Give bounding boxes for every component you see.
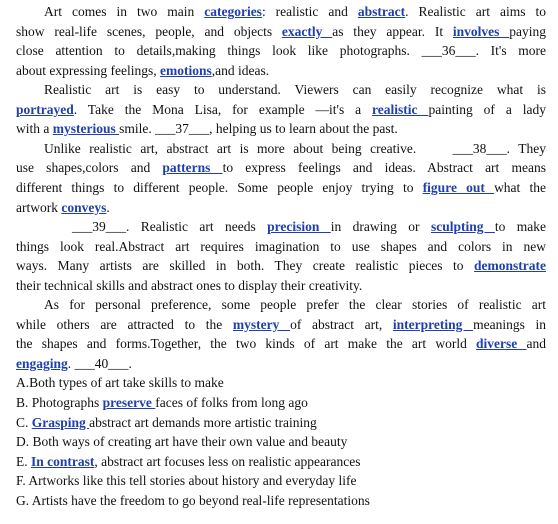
text-run: to make [494, 219, 546, 235]
answer-blank: ___38___ [452, 140, 507, 156]
option-line [16, 452, 546, 471]
text-run: , helping us to learn about the past. [209, 121, 398, 137]
option-line [16, 491, 546, 510]
vocabulary-word: patterns [162, 160, 223, 176]
text-run: of abstract art, [290, 316, 393, 332]
text-run: A.Both types of art take skills to make [16, 375, 224, 391]
vocabulary-word: categories [204, 4, 262, 19]
passage-line [16, 334, 546, 353]
text-run: . They [506, 140, 546, 156]
vocabulary-word: sculpting [430, 219, 495, 235]
text-run: while others are attracted to the [16, 316, 233, 332]
passage-line [16, 295, 546, 314]
text-run: as they appear. It [332, 23, 453, 39]
vocabulary-word: emotions [159, 62, 212, 78]
text-run: . Realistic art aims to [405, 4, 546, 19]
passage-line [16, 22, 546, 41]
vocabulary-word: mystery [232, 316, 291, 332]
text-run: in drawing or [330, 219, 431, 235]
vocabulary-word: exactly [281, 23, 333, 39]
passage-line [16, 178, 546, 197]
vocabulary-word: demonstrate [474, 258, 546, 274]
text-run: D. Both ways of creating art have their own value and beauty [16, 434, 348, 450]
text-run: about expressing feelings, [16, 62, 160, 78]
text-run: C. [16, 414, 32, 430]
text-run: with a [16, 121, 53, 137]
passage-line [16, 198, 546, 217]
vocabulary-word: In contrast [31, 453, 95, 469]
vocabulary-word: portrayed [16, 101, 74, 117]
text-run: Art comes in two main [44, 4, 205, 19]
text-run: artwork [16, 199, 62, 215]
vocabulary-word: preserve [102, 395, 156, 410]
vocabulary-word: involves [452, 23, 510, 39]
text-run: their technical skills and abstract ones to display their creativity. [16, 277, 363, 293]
vocabulary-word: Grasping [31, 414, 90, 430]
text-run: abstract art demands more artistic training [89, 414, 317, 430]
text-run: different things to different people. Some people enjoy trying to [16, 179, 423, 195]
text-run: , abstract art focuses less on realistic appearances [94, 453, 361, 469]
passage-line [16, 237, 546, 256]
passage-line [16, 315, 546, 334]
vocabulary-word: conveys [61, 199, 107, 215]
passage-line [16, 276, 546, 295]
passage-line [16, 61, 546, 80]
passage-line [16, 100, 546, 119]
vocabulary-word: precision [267, 219, 331, 235]
text-run: to express feelings and ideas. Abstract art means [222, 160, 546, 176]
vocabulary-word: abstract [357, 4, 406, 19]
passage-line [16, 139, 546, 158]
vocabulary-word: mysterious [52, 121, 120, 137]
passage-line [16, 119, 546, 138]
text-run: show real-life scenes, people, and objects [16, 23, 282, 39]
text-run: smile. [119, 121, 156, 137]
passage-line [16, 41, 546, 60]
text-run: . Take the Mona Lisa, for example —it's a [73, 101, 373, 117]
answer-blank: ___40___ [74, 355, 129, 371]
text-run: meanings in [473, 316, 546, 332]
text-run: ways. Many artists are skilled in both. They create realistic pieces to [16, 258, 475, 274]
passage-line [16, 2, 546, 21]
vocabulary-word: engaging [16, 355, 68, 371]
text-run: painting of a lady [428, 101, 546, 117]
answer-blank: ___37___ [155, 121, 210, 137]
vocabulary-word: realistic [372, 101, 429, 117]
option-line [16, 471, 546, 490]
vocabulary-word: figure out [422, 179, 495, 195]
option-line [16, 373, 546, 392]
answer-blank: ___36___ [421, 43, 476, 59]
text-run: . It's more [475, 43, 546, 59]
passage-line [16, 354, 546, 373]
text-run: paying [509, 23, 546, 39]
text-run: B. Photographs [16, 395, 103, 410]
text-run: : realistic and [261, 4, 358, 19]
text-run: ,and ideas. [211, 62, 270, 78]
text-run: and [526, 336, 546, 352]
passage-line [16, 158, 546, 177]
text-run: F. Artworks like this tell stories about history and everyday life [16, 473, 357, 489]
text-run: use shapes,colors and [16, 160, 163, 176]
option-line [16, 413, 546, 432]
option-line [16, 432, 546, 451]
text-run: . [67, 355, 75, 371]
passage-line [16, 217, 546, 236]
text-run: what the [494, 179, 546, 195]
text-run: As for personal preference, some people prefer the clear stories of realistic art [44, 297, 546, 313]
text-run: E. [16, 453, 31, 469]
text-run: close attention to details,making things look like photographs. [16, 43, 422, 59]
passage-line [16, 80, 546, 99]
text-run: . Realistic art needs [126, 219, 268, 235]
text-run: . [128, 355, 132, 371]
text-run: Unlike realistic art, abstract art is more about being creative. [44, 140, 425, 156]
text-run: the shapes and forms.Together, the two kinds of art make the art world [16, 336, 477, 352]
vocabulary-word: diverse [476, 336, 527, 352]
passage-line [16, 256, 546, 275]
text-run: G. Artists have the freedom to go beyond real-life representations [16, 492, 370, 508]
text-run: . [106, 199, 110, 215]
option-line [16, 393, 546, 412]
text-run: things look real.Abstract art requires imagination to use shapes and colors in new [16, 238, 546, 254]
text-run: faces of folks from long ago [155, 395, 308, 410]
text-run: Realistic art is easy to understand. Viewers can easily recognize what is [44, 82, 546, 98]
vocabulary-word: interpreting [392, 316, 474, 332]
answer-blank: ___39___ [72, 219, 126, 235]
